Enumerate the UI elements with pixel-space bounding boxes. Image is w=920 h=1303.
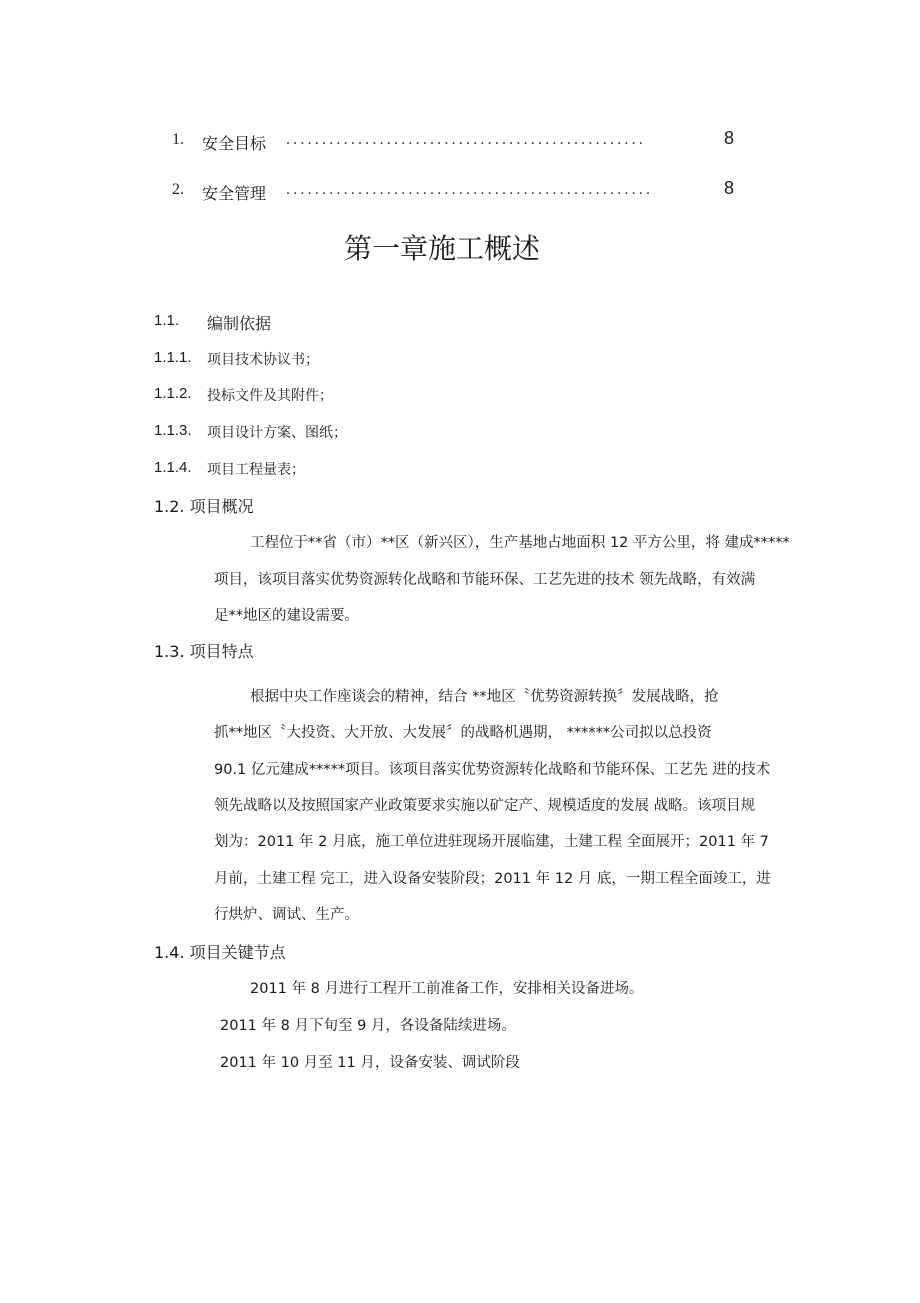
section-1-1-3-number: 1.1.3. <box>154 422 192 439</box>
toc-item-1-page: 8 <box>724 128 735 148</box>
section-1-1-3-title: 项目设计方案、图纸； <box>207 425 347 441</box>
section-1-3-paragraph-line-6: 月前，土建工程 完工，进入设备安装阶段；2011 年 12 月 底，一期工程全面竣工，进 <box>214 871 771 887</box>
toc-item-1-title: 安全目标 <box>202 134 267 153</box>
section-1-2-heading: 1.2. 项目概况 <box>154 497 254 516</box>
section-1-1-4-number: 1.1.4. <box>154 459 192 476</box>
section-1-3-paragraph-line-7: 行烘炉、调试、生产。 <box>214 907 359 923</box>
section-1-1-4-title: 项目工程量表； <box>207 462 305 478</box>
section-1-2-paragraph-line-3: 足**地区的建设需要。 <box>214 608 359 624</box>
section-1-1-1-title: 项目技术协议书； <box>207 352 319 368</box>
section-1-3-paragraph-line-1: 根据中央工作座谈会的精神，结合 **地区〝优势资源转换〞发展战略，抢 <box>250 689 719 705</box>
section-1-3-paragraph-line-2: 抓**地区〝大投资、大开放、大发展〞的战略机遇期， ******公司拟以总投资 <box>214 725 712 741</box>
toc-item-1-leader: .................................................. <box>286 131 646 148</box>
section-1-3-paragraph-line-3: 90.1 亿元建成*****项目。该项目落实优势资源转化战略和节能环保、工艺先 进的技术 <box>214 762 771 778</box>
section-1-1-1-number: 1.1.1. <box>154 349 192 366</box>
section-1-3-heading: 1.3. 项目特点 <box>154 642 254 661</box>
section-1-4-line-3: 2011 年 10 月至 11 月，设备安装、调试阶段 <box>220 1055 520 1071</box>
chapter-title: 第一章施工概述 <box>344 232 541 265</box>
section-1-3-paragraph-line-4: 领先战略以及按照国家产业政策要求实施以矿定产、规模适度的发展 战略。该项目规 <box>214 798 756 814</box>
section-1-1-2-number: 1.1.2. <box>154 385 192 402</box>
section-1-4-line-1: 2011 年 8 月进行工程开工前准备工作，安排相关设备进场。 <box>250 981 644 997</box>
section-1-4-line-2: 2011 年 8 月下旬至 9 月，各设备陆续进场。 <box>220 1018 516 1034</box>
section-1-2-paragraph-line-2: 项目，该项目落实优势资源转化战略和节能环保、工艺先进的技术 领先战略，有效满 <box>214 572 756 588</box>
toc-item-1-number: 1. <box>172 131 184 148</box>
toc-item-2-title: 安全管理 <box>202 184 267 203</box>
section-1-4-heading: 1.4. 项目关键节点 <box>154 943 286 962</box>
toc-item-2-number: 2. <box>172 181 184 198</box>
section-1-3-paragraph-line-5: 划为：2011 年 2 月底，施工单位进驻现场开展临建，土建工程 全面展开；2011 年 7 <box>214 834 769 850</box>
section-1-1-number: 1.1. <box>154 312 180 329</box>
toc-item-2-page: 8 <box>724 178 735 198</box>
section-1-2-paragraph-line-1: 工程位于**省（市）**区（新兴区），生产基地占地面积 12 平方公里，将 建成***** <box>250 535 790 551</box>
section-1-1-title: 编制依据 <box>207 314 272 333</box>
toc-item-2-leader: ................................................... <box>286 181 654 198</box>
section-1-1-2-title: 投标文件及其附件； <box>207 388 333 404</box>
